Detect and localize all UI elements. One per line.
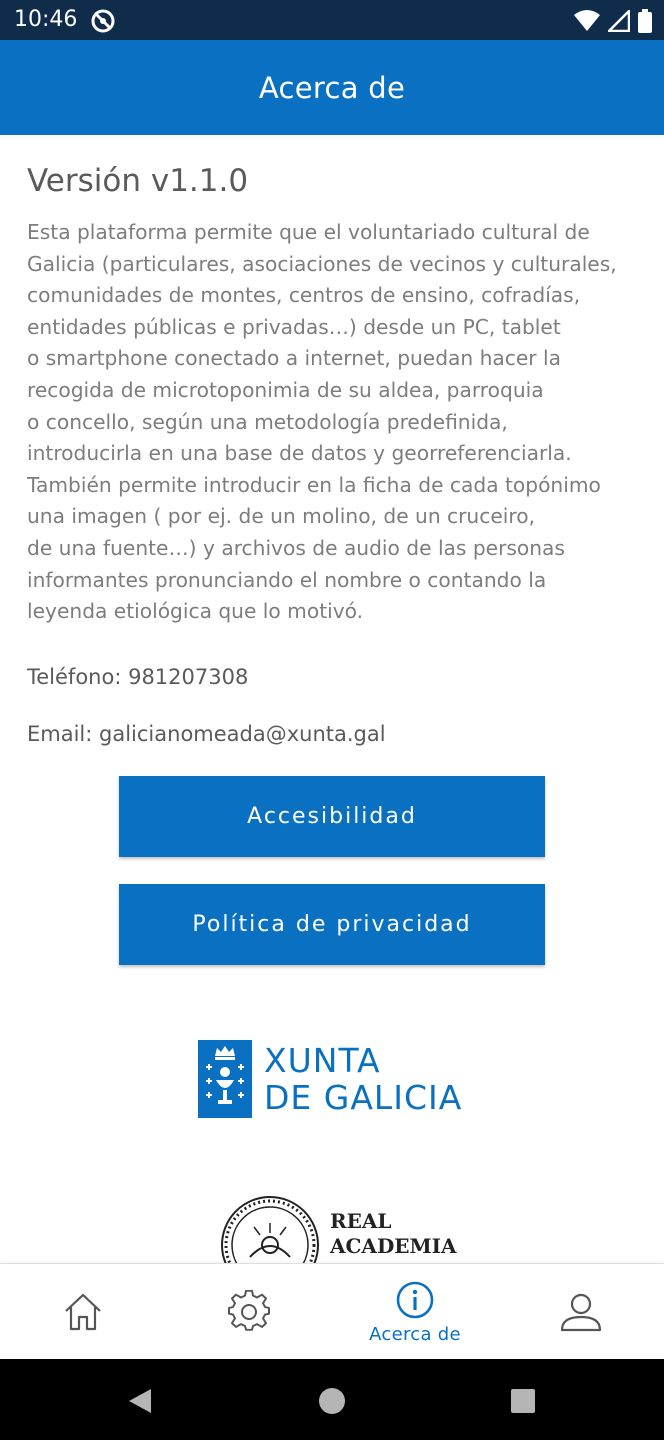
description-line: También permite introducir en la ficha de cada topónimo [27, 472, 601, 497]
version-label: Versión v1.1.0 [27, 163, 249, 199]
real-academia-seal-icon [220, 1195, 320, 1263]
user-icon [559, 1290, 603, 1334]
description-line: o concello, según una metodología predefinida, [27, 409, 508, 434]
home-icon [62, 1291, 104, 1333]
accessibility-button[interactable]: Accesibilidad [119, 776, 545, 857]
description-line: o smartphone conectado a internet, puedan hacer la [27, 346, 562, 371]
xunta-shield-icon [198, 1040, 252, 1118]
battery-icon [638, 9, 652, 33]
nav-about-label: Acerca de [369, 1323, 461, 1345]
nav-profile[interactable] [498, 1264, 664, 1360]
do-not-disturb-icon [90, 8, 116, 34]
status-icons [574, 8, 652, 34]
status-bar [0, 0, 664, 40]
nav-settings[interactable] [166, 1264, 332, 1360]
wifi-icon [574, 10, 600, 32]
xunta-logo [198, 1040, 468, 1120]
description-text [27, 217, 647, 628]
xunta-line: DE GALICIA [264, 1078, 463, 1117]
nav-home[interactable] [0, 1264, 166, 1360]
privacy-policy-button[interactable]: Política de privacidad [119, 884, 545, 965]
description-line: informantes pronunciando el nombre o contando la [27, 567, 547, 592]
info-icon [395, 1280, 435, 1320]
status-time: 10:46 [14, 7, 78, 32]
bottom-navigation [0, 1263, 664, 1359]
recents-square-icon [510, 1388, 536, 1414]
home-circle-icon [318, 1387, 346, 1415]
description-line: entidades públicas e privadas…) desde un PC, tablet [27, 314, 561, 339]
gear-icon [227, 1290, 271, 1334]
description-line: introducirla en una base de datos y georreferenciarla. [27, 441, 572, 466]
nav-about[interactable] [332, 1264, 498, 1360]
system-recents-button[interactable] [503, 1381, 543, 1421]
about-content[interactable] [0, 135, 664, 1263]
cell-signal-icon [608, 10, 630, 32]
system-navigation-bar [0, 1359, 664, 1440]
description-line: Galicia (particulares, asociaciones de vecinos y culturales, [27, 251, 617, 276]
back-triangle-icon [127, 1387, 153, 1415]
system-home-button[interactable] [312, 1381, 352, 1421]
description-line: leyenda etiológica que lo motivó. [27, 599, 364, 624]
phone-text: Teléfono: 981207308 [27, 665, 249, 689]
real-academia-logo [220, 1195, 460, 1263]
description-line: una imagen ( por ej. de un molino, de un cruceiro, [27, 504, 535, 529]
page-title: Acerca de [258, 70, 406, 105]
xunta-line: XUNTA [264, 1041, 381, 1080]
description-line: de una fuente…) y archivos de audio de las personas [27, 535, 565, 560]
email-text: Email: galicianomeada@xunta.gal [27, 722, 386, 746]
app-bar [0, 40, 664, 135]
system-back-button[interactable] [120, 1381, 160, 1421]
rag-line: REAL [330, 1209, 392, 1233]
description-line: Esta plataforma permite que el voluntariado cultural de [27, 220, 590, 244]
xunta-wordmark [264, 1042, 462, 1116]
real-academia-wordmark [330, 1209, 457, 1259]
description-line: comunidades de montes, centros de ensino, cofradías, [27, 283, 581, 308]
description-line: recogida de microtoponimia de su aldea, parroquia [27, 377, 544, 402]
rag-line: ACADEMIA [330, 1234, 457, 1258]
